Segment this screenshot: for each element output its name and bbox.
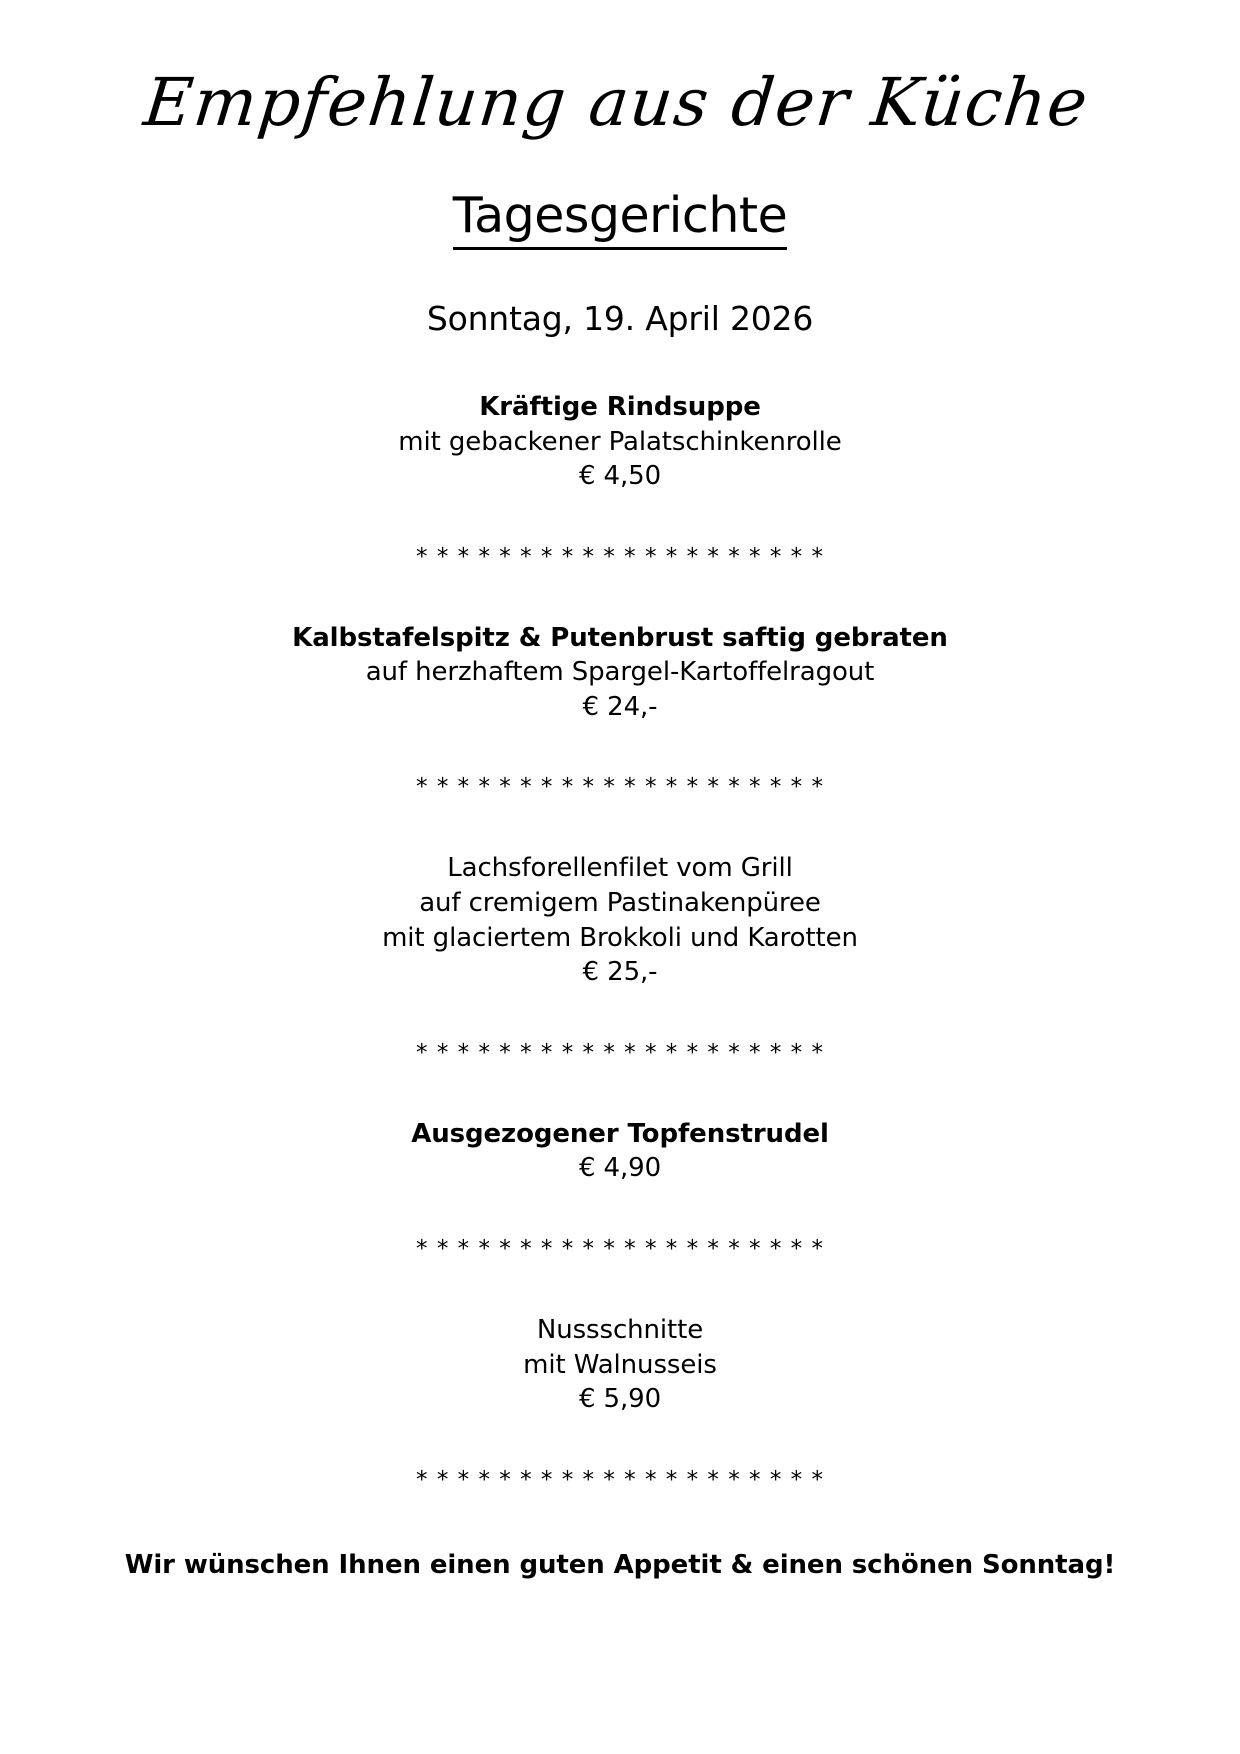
dish-list	[0, 335, 1240, 1492]
dish-item	[0, 799, 1240, 989]
dish-name: Kräftige Rindsuppe	[479, 392, 761, 422]
dish-price: € 4,90	[578, 1153, 662, 1184]
dish-price: € 24,-	[582, 691, 658, 722]
menu-date: Sonntag, 19. April 2026	[426, 299, 814, 338]
dish-description: mit Walnusseis	[523, 1349, 717, 1380]
asterisk-separator: * * * * * * * * * * * * * * * * * * * *	[416, 774, 824, 801]
footer-message: Wir wünschen Ihnen einen guten Appetit & einen schönen Sonntag!	[124, 1549, 1116, 1580]
dish-description: mit gebackener Palatschinkenrolle	[398, 426, 842, 457]
dish-item	[0, 569, 1240, 725]
asterisk-separator: * * * * * * * * * * * * * * * * * * * *	[416, 543, 824, 570]
dish-description-second-line: mit glaciertem Brokkoli und Karotten	[382, 922, 858, 953]
dish-name: Kalbstafelspitz & Putenbrust saftig gebraten	[292, 622, 948, 653]
dish-description: auf herzhaftem Spargel-Kartoffelragout	[365, 657, 875, 688]
dish-name: Lachsforellenfilet vom Grill	[447, 853, 793, 884]
asterisk-separator: * * * * * * * * * * * * * * * * * * * *	[416, 1235, 824, 1262]
dish-name: Nussschnitte	[536, 1314, 704, 1345]
dish-description: auf cremigem Pastinakenpüree	[419, 888, 821, 919]
dish-price: € 4,50	[578, 461, 662, 492]
section-title	[0, 136, 1240, 244]
dish-item	[0, 335, 1240, 494]
section-title-text: Tagesgerichte	[453, 187, 788, 250]
asterisk-separator: * * * * * * * * * * * * * * * * * * * *	[416, 1039, 824, 1066]
dish-price: € 25,-	[582, 957, 658, 988]
dish-item	[0, 1065, 1240, 1186]
dish-item	[0, 1261, 1240, 1417]
dish-price: € 5,90	[578, 1384, 662, 1415]
page-title-script: Empfehlung aus der Küche	[140, 64, 1093, 141]
dish-name: Ausgezogener Topfenstrudel	[411, 1118, 829, 1149]
asterisk-separator: * * * * * * * * * * * * * * * * * * * *	[416, 1466, 824, 1493]
